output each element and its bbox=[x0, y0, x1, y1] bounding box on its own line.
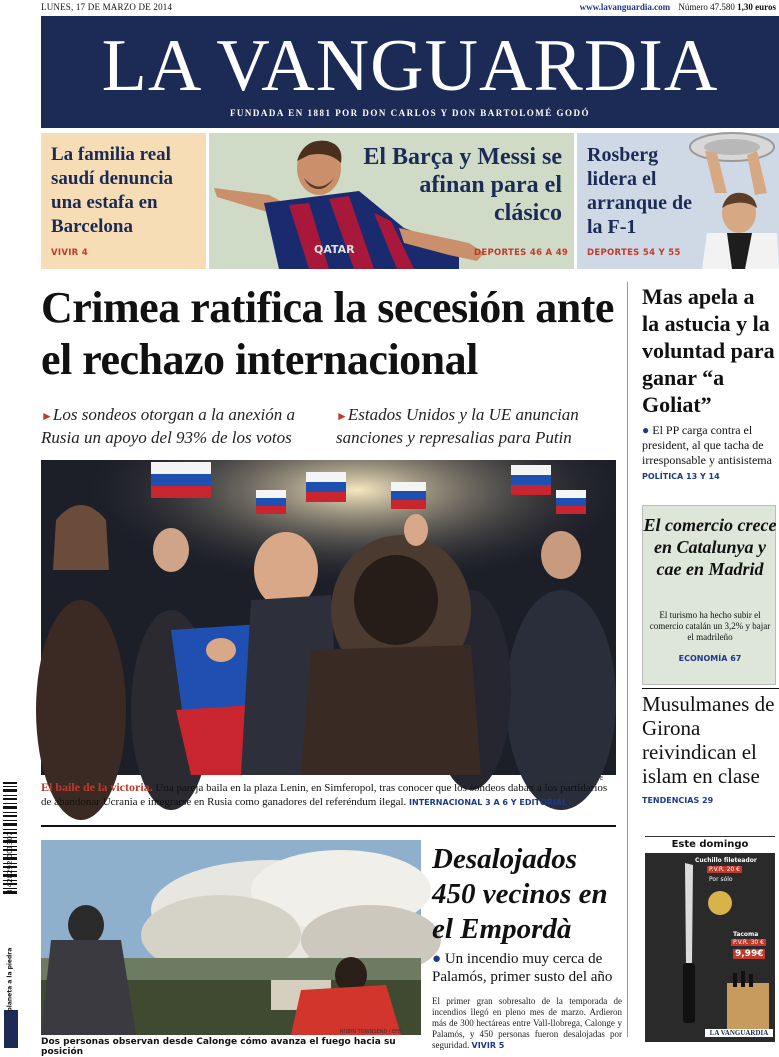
column-divider bbox=[627, 282, 628, 1037]
fire-subhead-text: Un incendio muy cerca de Palamós, primer susto del año bbox=[432, 951, 613, 985]
caption-reference-link[interactable]: INTERNACIONAL 3 A 6 Y EDITORIAL bbox=[409, 798, 568, 807]
promo-price1: P.V.R. 20 € bbox=[709, 866, 740, 873]
comercio-reference-link[interactable]: ECONOMÍA 67 bbox=[678, 654, 742, 663]
teaser-section: DEPORTES 54 Y 55 bbox=[587, 248, 681, 258]
promo-panel bbox=[645, 853, 775, 1042]
promo-brand: LA VANGUARDIA bbox=[705, 1029, 773, 1037]
issue-info bbox=[580, 2, 776, 12]
photo-credit: YURI KOCHETKOV / EFE bbox=[545, 776, 603, 782]
promo-item2: Tacoma bbox=[733, 931, 759, 938]
svg-text:QATAR: QATAR bbox=[314, 243, 355, 256]
section-divider bbox=[41, 825, 616, 827]
fire-reference-link[interactable]: VIVIR 5 bbox=[471, 1041, 505, 1050]
promo-sale: Por sólo bbox=[709, 876, 733, 883]
promo-title: Este domingo bbox=[671, 839, 749, 850]
musulmanes-reference-link[interactable]: TENDENCIAS 29 bbox=[642, 796, 714, 805]
main-photo-caption bbox=[41, 780, 616, 810]
website-link[interactable]: www.lavanguardia.com bbox=[579, 2, 671, 12]
newspaper-logo: LA VANGUARDIA bbox=[101, 25, 719, 107]
fire-headline[interactable]: Desalojados 450 vecinos en el Empordà bbox=[432, 843, 608, 945]
fire-photo bbox=[41, 840, 421, 1035]
mas-body bbox=[642, 423, 779, 484]
fire-photo-credit: ROBIN TOWNSEND / EFE bbox=[340, 1029, 402, 1035]
comercio-body: El turismo ha hecho subir el comercio catalán un 3,2% y bajar el madrileño bbox=[649, 610, 771, 642]
teaser-headline: Rosberg lidera el arranque de la F-1 bbox=[587, 144, 692, 238]
teaser-section: VIVIR 4 bbox=[51, 248, 89, 258]
mas-body-text: El PP carga contra el president, al que tacha de irresponsable y antisistema bbox=[642, 423, 772, 467]
edge-side-text: planeta a la piedra bbox=[6, 947, 14, 1012]
teaser-saudi[interactable] bbox=[41, 133, 206, 269]
barcode-strip bbox=[0, 770, 22, 1048]
founded-line: FUNDADA EN 1881 POR DON CARLOS Y DON BARTOLOMÉ GODÓ bbox=[229, 108, 591, 118]
subhead-text: Los sondeos otorgan a la anexión a Rusia un apoyo del 93% de los votos bbox=[41, 405, 295, 447]
promo-price3: 9,99€ bbox=[735, 949, 764, 959]
caption-text: Una pareja baila en la plaza Lenin, en Simferopol, tras conocer que los sondeos daban a los partidarios de abandonar Ucrania e integrarse en Rusia como ganadores del referéndum ilegal. bbox=[41, 782, 608, 808]
teaser-headline: La familia real saudí denuncia una estafa en Barcelona bbox=[51, 144, 173, 237]
masthead bbox=[41, 16, 779, 128]
promo-price2: P.V.R. 30 € bbox=[733, 939, 764, 946]
fire-caption: Dos personas observan desde Calonge cómo avanza el fuego hacia su posición bbox=[41, 1037, 396, 1057]
issue-date: LUNES, 17 DE MARZO DE 2014 bbox=[41, 2, 173, 12]
bullet-icon: ● bbox=[432, 951, 445, 967]
promo-item1: Cuchillo fileteador bbox=[695, 857, 757, 864]
mas-headline[interactable]: Mas apela a la astucia y la voluntad para ganar “a Goliat” bbox=[642, 284, 775, 417]
comercio-headline: El comercio crece en Catalunya y cae en Madrid bbox=[643, 515, 777, 579]
comercio-box[interactable] bbox=[642, 505, 776, 685]
caption-lead: El baile de la victoria. bbox=[41, 780, 153, 794]
issue-price: 1,30 euros bbox=[737, 2, 776, 12]
teaser-f1[interactable] bbox=[577, 133, 779, 269]
date-line bbox=[41, 2, 778, 14]
teaser-section: DEPORTES 46 A 49 bbox=[474, 248, 569, 258]
right-divider bbox=[642, 688, 779, 689]
knife-icon bbox=[645, 853, 775, 1042]
issue-number: Número 47.580 bbox=[678, 2, 735, 12]
smoke-illustration bbox=[41, 840, 421, 1035]
fire-subhead bbox=[432, 950, 622, 986]
main-subhead-right bbox=[336, 404, 621, 448]
fire-body-text: El primer gran sobresalto de la temporada de incendios llegó en pleno mes de marzo. Ardieron más de 300 hectáreas entre Vall-llobrega, Calonge y Palamós, y 450 personas fueron desalojadas por seguridad. bbox=[432, 996, 622, 1050]
subhead-text: Estados Unidos y la UE anuncian sanciones y represalias para Putin bbox=[336, 405, 579, 447]
bullet-icon: ● bbox=[642, 423, 653, 437]
fire-body bbox=[432, 996, 622, 1051]
crimea-photo bbox=[41, 460, 616, 775]
barcode-number: 8 428292 001307 bbox=[6, 831, 14, 894]
promo-box[interactable] bbox=[645, 836, 775, 1041]
teaser-barca[interactable] bbox=[209, 133, 574, 269]
teaser-headline: El Barça y Messi se afinan para el clásico bbox=[363, 144, 562, 226]
crowd-illustration bbox=[41, 460, 616, 775]
main-subhead-left bbox=[41, 404, 331, 448]
triangle-bullet-icon: ► bbox=[41, 409, 53, 423]
triangle-bullet-icon: ► bbox=[336, 409, 348, 423]
main-headline[interactable]: Crimea ratifica la secesión ante el rechazo internacional bbox=[41, 283, 614, 384]
mas-reference-link[interactable]: POLÍTICA 13 Y 14 bbox=[642, 472, 720, 481]
musulmanes-headline[interactable]: Musulmanes de Girona reivindican el islam en clase bbox=[642, 692, 775, 788]
